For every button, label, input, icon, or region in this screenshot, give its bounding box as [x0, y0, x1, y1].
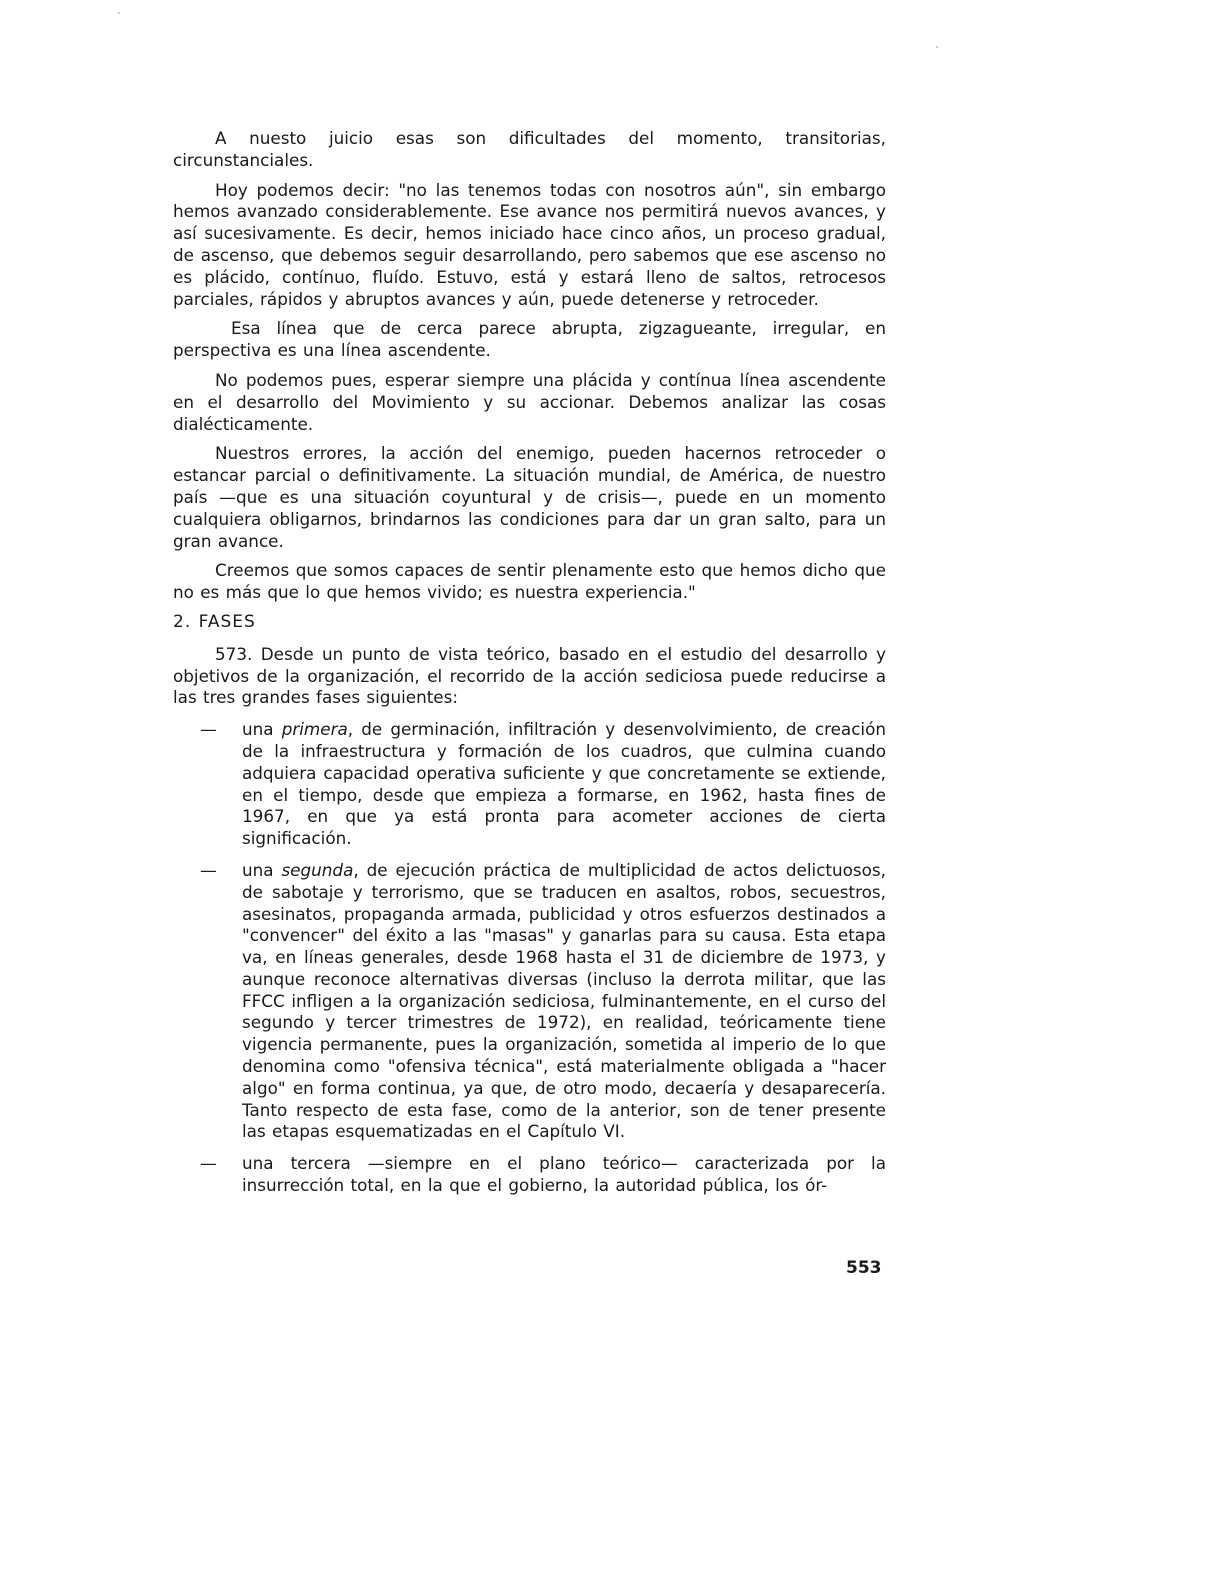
section-paragraph: 573. Desde un punto de vista teórico, basado en el estudio del desarrollo y objetivos de la organización, el recorrido de la acción sediciosa puede reducirse a las tres grandes fases siguientes:: [173, 643, 886, 708]
section-heading: 2. FASES: [173, 611, 256, 632]
paragraph: No podemos pues, esperar siempre una plácida y contínua línea ascendente en el desarrollo del Movimiento y su accionar. Debemos analizar las cosas dialécticamente.: [173, 369, 886, 434]
page-number: 553: [846, 1258, 882, 1278]
paragraph: A nuesto juicio esas son dificultades del momento, transitorias, circunstanciales.: [173, 128, 886, 170]
list-item: [173, 860, 886, 1143]
paragraph: Hoy podemos decir: "no las tenemos todas con nosotros aún", sin embargo hemos avanzado considerablemente. Ese avance nos permitirá nuevos avances, y así sucesivamente. Es decir, hemos iniciado hace cinco años, un proceso gradual, de ascenso, que debemos seguir desarrollando, pero sabemos que ese ascenso no es plácido, contínuo, fluído. Estuvo, está y estará lleno de saltos, retrocesos parciales, rápidos y abruptos avances y aún, puede detenerse y retroceder.: [173, 179, 886, 309]
paragraph: Esa línea que de cerca parece abrupta, zigzagueante, irregular, en perspectiva es una línea ascendente.: [173, 318, 886, 361]
dash-bullet: —: [200, 1153, 217, 1174]
dash-bullet: —: [200, 859, 217, 880]
list-item-emphasis: segunda: [281, 859, 354, 880]
paragraph: Creemos que somos capaces de sentir plenamente esto que hemos dicho que no es más que lo que hemos vivido; es nuestra experiencia.": [173, 560, 886, 603]
list-item: [173, 719, 886, 850]
scan-speck: [118, 12, 120, 14]
list-item: [173, 1153, 886, 1197]
list-item-text: una tercera —siempre en el plano teórico— caracterizada por la insurrección total, en la que el gobierno, la autoridad pública, los ór-: [242, 1153, 886, 1196]
body-text: [173, 128, 886, 1207]
list-item-lead: una: [242, 719, 282, 740]
paragraph: Nuestros errores, la acción del enemigo, pueden hacernos retroceder o estancar parcial o definitivamente. La situación mundial, de América, de nuestro país —que es una situación coyuntural y de crisis—, puede en un momento cualquiera obligarnos, brindarnos las condiciones para dar un gran salto, para un gran avance.: [173, 443, 886, 551]
list-item-lead: una: [242, 859, 282, 880]
list-item-emphasis: primera: [281, 719, 348, 740]
dash-bullet: —: [200, 719, 217, 740]
list-item-text: , de ejecución práctica de multiplicidad de actos delictuosos, de sabotaje y terrorismo, que se traducen en asaltos, robos, secuestros, asesinatos, propaganda armada, publicidad y otros esfuerzos destinados a "convencer" del éxito a las "masas" y ganarlas para su causa. Esta etapa va, en líneas generales, desde 1968 hasta el 31 de diciembre de 1973, y aunque reconoce alternativas diversas (incluso la derrota militar, que las FFCC infligen a la organización sediciosa, fulminantemente, en el curso del segundo y tercer trimestres de 1972), en realidad, teóricamente tiene vigencia permanente, pues la organización, sometida al imperio de lo que denomina como "ofensiva técnica", está materialmente obligada a "hacer algo" en forma continua, ya que, de otro modo, decaería y desaparecería. Tanto respecto de esta fase, como de la anterior, son de tener presente las etapas esquematizadas en el Capítulo VI.: [242, 859, 886, 1142]
scan-speck: [936, 46, 938, 48]
list-item-text: , de germinación, infiltración y desenvolvimiento, de creación de la infraestructura y formación de los cuadros, que culmina cuando adquiera capacidad operativa suficiente y que concretamente se extiende, en el tiempo, desde que empieza a formarse, en 1962, hasta fines de 1967, en que ya está pronta para acometer acciones de cierta significación.: [242, 719, 886, 849]
